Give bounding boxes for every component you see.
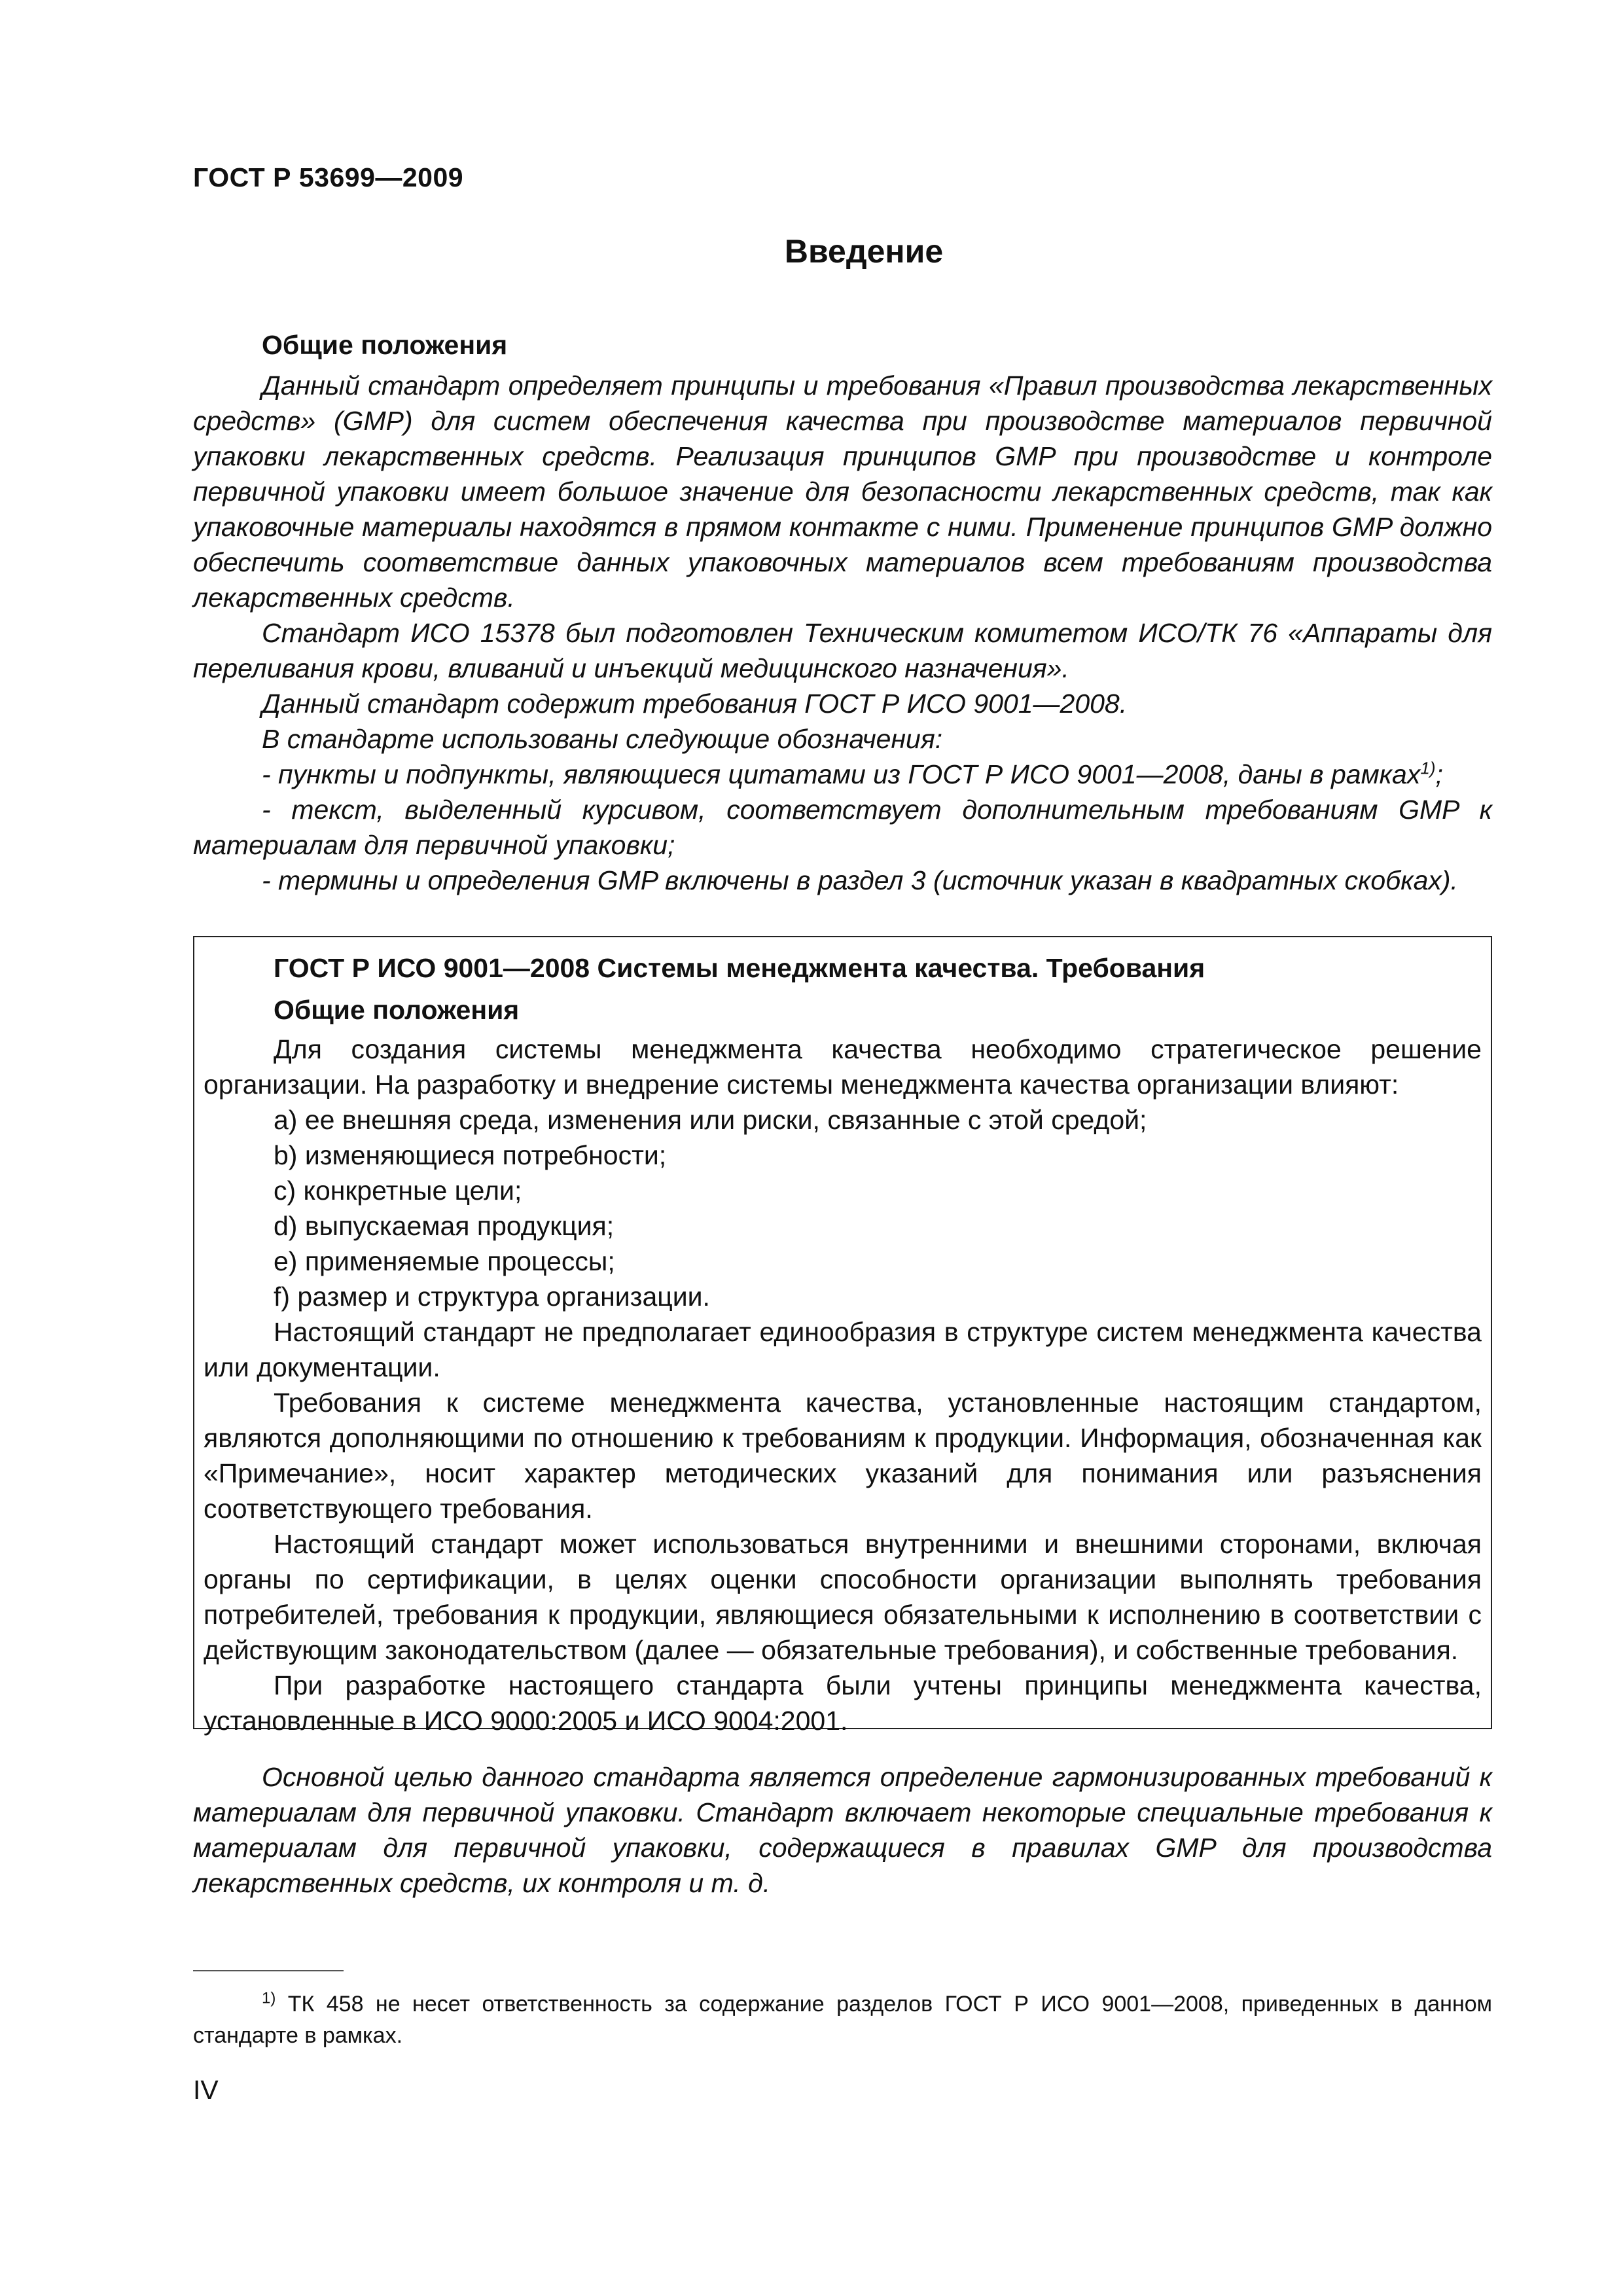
intro-subhead: Общие положения — [262, 330, 508, 360]
page-number: IV — [193, 2075, 219, 2105]
intro-paragraph-3: Данный стандарт содержит требования ГОСТ Р ИСО 9001—2008. — [262, 689, 1128, 719]
box-paragraph-1: Для создания системы менеджмента качества необходимо стратегическое решение организации. На разработку и внедрение системы менеджмента качества организации влияют: — [204, 1034, 1482, 1100]
box-list-item: f) размер и структура организации. — [274, 1282, 710, 1312]
footnote-divider — [193, 1970, 344, 1971]
intro-paragraph-2: Стандарт ИСО 15378 был подготовлен Техническим комитетом ИСО/ТК 76 «Аппараты для переливания крови, вливаний и инъекций медицинского назначения». — [193, 618, 1492, 683]
box-list-item: d) выпускаемая продукция; — [274, 1211, 615, 1241]
box-paragraph-3: Требования к системе менеджмента качества, установленные настоящим стандартом, являются дополняющими по отношению к требованиям к продукции. Информация, обозначенная как «Примечание», носит характер методических указаний для понимания или разъяснения соответствующего требования. — [204, 1388, 1482, 1524]
box-list-item: e) применяемые процессы; — [274, 1246, 615, 1276]
section-title: Введение — [784, 233, 944, 270]
box-list-item: c) конкретные цели; — [274, 1175, 522, 1206]
intro-paragraph-4: В стандарте использованы следующие обозначения: — [262, 724, 943, 754]
box-list-item: b) изменяющиеся потребности; — [274, 1140, 667, 1170]
document-id: ГОСТ Р 53699—2009 — [193, 162, 464, 192]
footnote-text: ТК 458 не несет ответственность за содержание разделов ГОСТ Р ИСО 9001—2008, приведенных в данном стандарте в рамках. — [193, 1992, 1492, 2048]
intro-paragraph-1: Данный стандарт определяет принципы и требования «Правил производства лекарственных средств» (GMP) для систем обеспечения качества при производстве материалов первичной упаковки лекарственных средств. Реализация принципов GMP при производстве и контроле первичной упаковки имеет большое значение для безопасности лекарственных средств, так как упаковочные материалы находятся в прямом контакте с ними. Применение принципов GMP должно обеспечить соответствие данных упаковочных материалов всем требованиям производства лекарственных средств. — [193, 370, 1492, 613]
box-paragraph-4: Настоящий стандарт может использоваться внутренними и внешними сторонами, включая органы по сертификации, в целях оценки способности организации выполнять требования потребителей, требования к продукции, являющиеся обязательными к исполнению в соответствии с действующим законодательством (далее — обязательные требования), и собственные требования. — [204, 1529, 1482, 1665]
quoted-standard-box — [193, 936, 1492, 1736]
box-paragraph-2: Настоящий стандарт не предполагает единообразия в структуре систем менеджмента качества или документации. — [204, 1317, 1482, 1382]
intro-section — [193, 327, 1492, 898]
box-paragraph-5: При разработке настоящего стандарта были учтены принципы менеджмента качества, установленные в ИСО 9000:2005 и ИСО 9004:2001. — [204, 1670, 1482, 1736]
footnote — [193, 1988, 1492, 2051]
box-title: ГОСТ Р ИСО 9001—2008 Системы менеджмента качества. Требования — [274, 953, 1205, 983]
box-subhead: Общие положения — [274, 995, 520, 1025]
notation-item-1 — [193, 757, 1492, 792]
closing-paragraph: Основной целью данного стандарта является определение гармонизированных требований к материалам для первичной упаковки. Стандарт включает некоторые специальные требования к материалам для первичной упаковки, содержащиеся в правилах GMP для производства лекарственных средств, их контроля и т. д. — [193, 1762, 1492, 1898]
footnote-marker: 1) — [262, 1989, 276, 2007]
notation-item-1-end: ; — [1435, 759, 1443, 789]
box-list-item: a) ее внешняя среда, изменения или риски, связанные с этой средой; — [274, 1105, 1147, 1135]
notation-item-1-text: - пункты и подпункты, являющиеся цитатами из ГОСТ Р ИСО 9001—2008, даны в рамках — [262, 759, 1421, 789]
notation-item-2: - текст, выделенный курсивом, соответствует дополнительным требованиям GMP к материалам для первичной упаковки; — [193, 795, 1492, 860]
notation-item-3: - термины и определения GMP включены в раздел 3 (источник указан в квадратных скобках). — [262, 865, 1458, 895]
footnote-ref: 1) — [1420, 758, 1436, 778]
